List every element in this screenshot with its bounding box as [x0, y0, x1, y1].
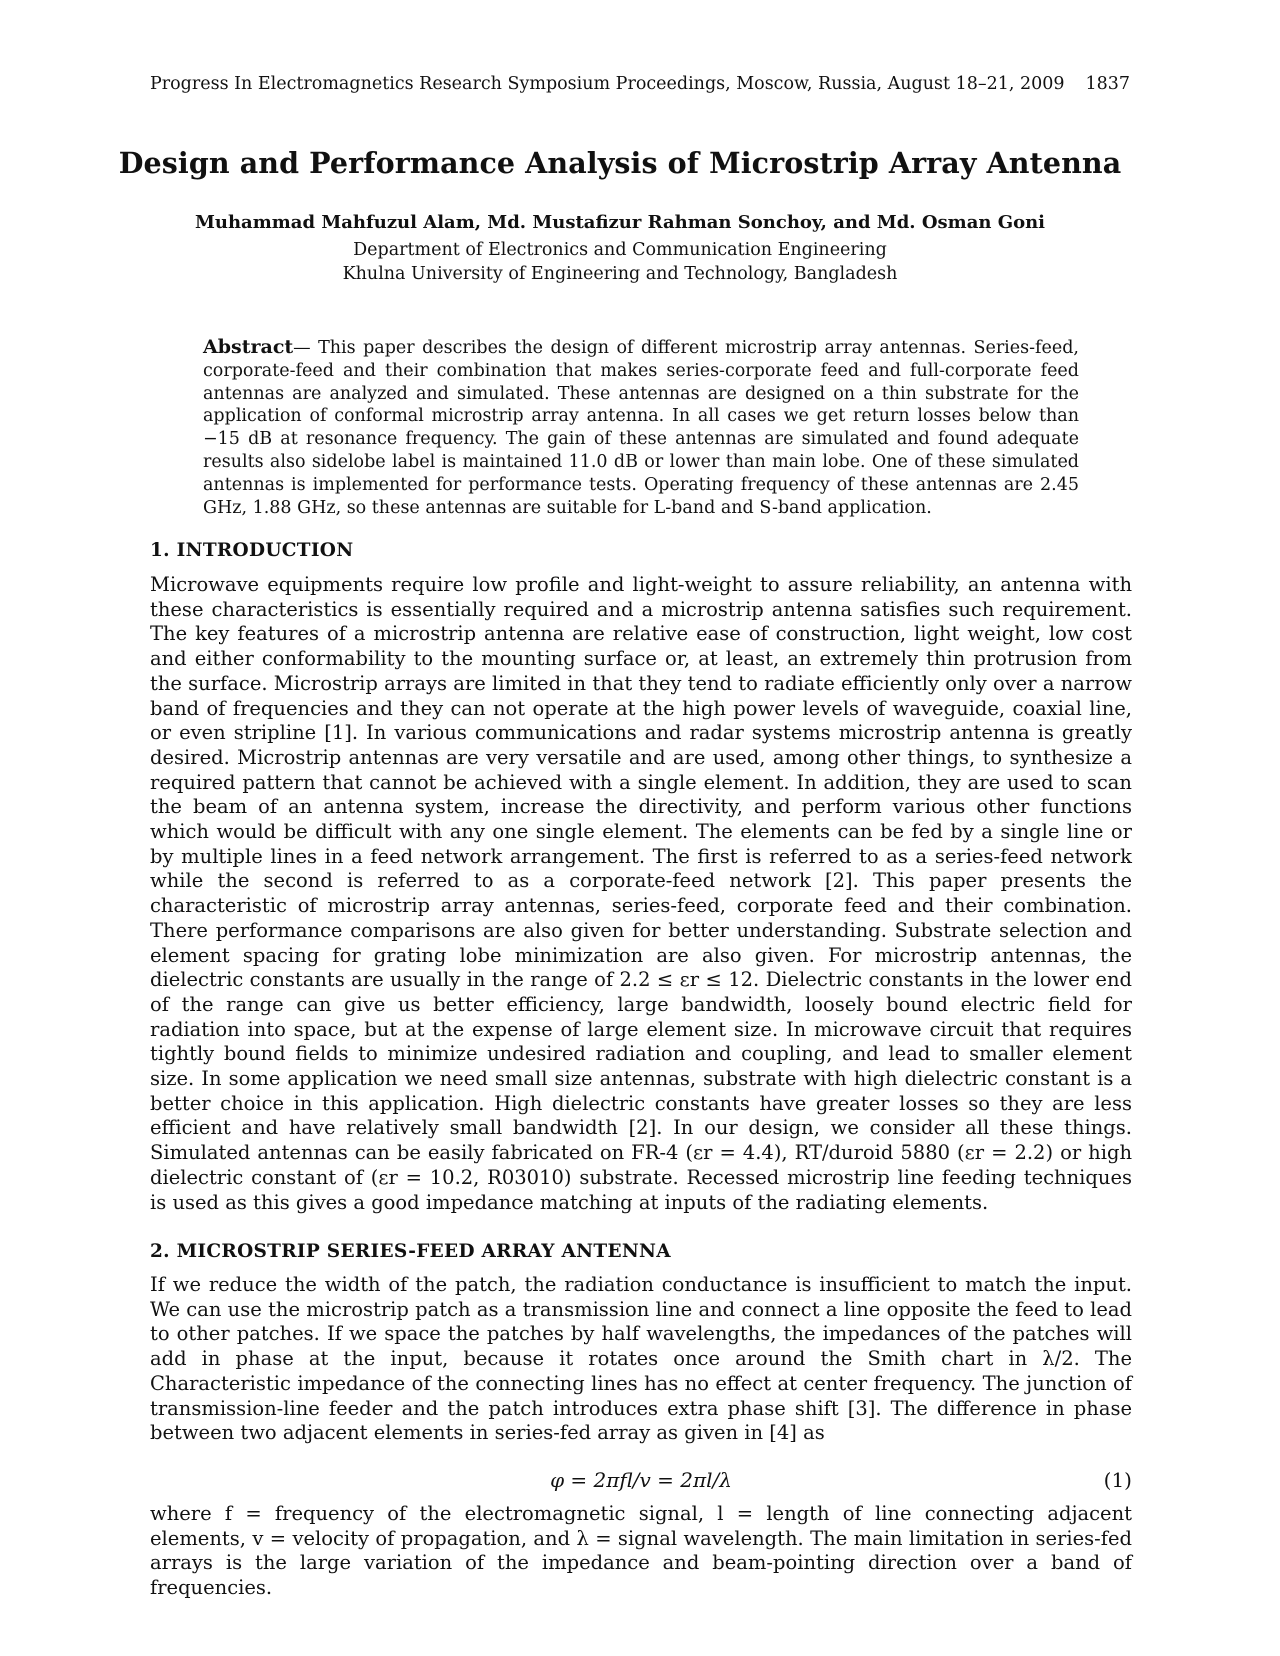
series-feed-paragraph: If we reduce the width of the patch, the radiation conductance is insufficient to match the input. We can use the microstrip patch as a transmission line and connect a line opposite the feed to lead to other patches. If we space the patches by half wavelengths, the impedances of the patches will add in phase at the input, because it rotates once around the Smith chart in λ/2. The Characteristic impedance of the connecting lines has no effect at center frequency. The junction of transmission-line feeder and the patch introduces extra phase shift [3]. The difference in phase between two adjacent elements in series-fed array as given in [4] as [150, 1273, 1132, 1445]
equation-number: (1) [1103, 1468, 1132, 1492]
affiliation-university: Khulna University of Engineering and Technology, Bangladesh [342, 264, 898, 284]
series-feed-paragraph-continued: where f = frequency of the electromagnetic signal, l = length of line connecting adjacent elements, v = velocity of propagation, and λ = signal wavelength. The main limitation in series-fed arrays is the large variation of the impedance and beam-pointing direction over a band of frequencies. [150, 1502, 1132, 1600]
abstract-text: — This paper describes the design of different microstrip array antennas. Series-feed, corporate-feed and their combination that makes series-corporate feed and full-corporate feed antennas are analyzed and simulated. These antennas are designed on a thin substrate for the application of conformal microstrip array antenna. In all cases we get return losses below than −15 dB at resonance frequency. The gain of these antennas are simulated and found adequate results also sidelobe label is maintained 11.0 dB or lower than main lobe. One of these simulated antennas is implemented for performance tests. Operating frequency of these antennas are 2.45 GHz, 1.88 GHz, so these antennas are suitable for L-band and S-band application. [203, 338, 1079, 518]
author-list: Muhammad Mahfuzul Alam, Md. Mustafizur Rahman Sonchoy, and Md. Osman Goni [194, 212, 1046, 233]
equation-body: φ = 2πfl/v = 2πl/λ [550, 1468, 732, 1492]
equation-1 [150, 1468, 1132, 1496]
running-head [150, 74, 1130, 94]
running-title: Progress In Electromagnetics Research Symposium Proceedings, Moscow, Russia, August 18–21, 2009 [150, 74, 1065, 94]
abstract-label: Abstract [203, 336, 294, 358]
page-number: 1837 [1085, 74, 1130, 94]
section-heading-introduction: 1. INTRODUCTION [150, 540, 354, 561]
introduction-paragraph: Microwave equipments require low profile and light-weight to assure reliability, an antenna with these characteristics is essentially required and a microstrip antenna satisfies such requirement. The key features of a microstrip antenna are relative ease of construction, light weight, low cost and either conformability to the mounting surface or, at least, an extremely thin protrusion from the surface. Microstrip arrays are limited in that they tend to radiate efficiently only over a narrow band of frequencies and they can not operate at the high power levels of waveguide, coaxial line, or even stripline [1]. In various communications and radar systems microstrip antenna is greatly desired. Microstrip antennas are very versatile and are used, among other things, to synthesize a required pattern that cannot be achieved with a single element. In addition, they are used to scan the beam of an antenna system, increase the directivity, and perform various other functions which would be difficult with any one single element. The elements can be fed by a single line or by multiple lines in a feed network arrangement. The first is referred to as a series-feed network while the second is referred to as a corporate-feed network [2]. This paper presents the characteristic of microstrip array antennas, series-feed, corporate feed and their combination. There performance comparisons are also given for better understanding. Substrate selection and element spacing for grating lobe minimization are also given. For microstrip antennas, the dielectric constants are usually in the range of 2.2 ≤ εr ≤ 12. Dielectric constants in the lower end of the range can give us better efficiency, large bandwidth, loosely bound electric field for radiation into space, but at the expense of large element size. In microwave circuit that requires tightly bound fields to minimize undesired radiation and coupling, and lead to smaller element size. In some application we need small size antennas, substrate with high dielectric constant is a better choice in this application. High dielectric constants have greater losses so they are less efficient and have relatively small bandwidth [2]. In our design, we consider all these things. Simulated antennas can be easily fabricated on FR-4 (εr = 4.4), RT/duroid 5880 (εr = 2.2) or high dielectric constant of (εr = 10.2, R03010) substrate. Recessed microstrip line feeding techniques is used as this gives a good impedance matching at inputs of the radiating elements. [150, 573, 1132, 1214]
paper-title: Design and Performance Analysis of Microstrip Array Antenna [118, 146, 1122, 180]
section-heading-series-feed: 2. MICROSTRIP SERIES-FEED ARRAY ANTENNA [150, 1241, 671, 1262]
affiliation-department: Department of Electronics and Communication Engineering [353, 240, 887, 260]
abstract [203, 336, 1079, 519]
